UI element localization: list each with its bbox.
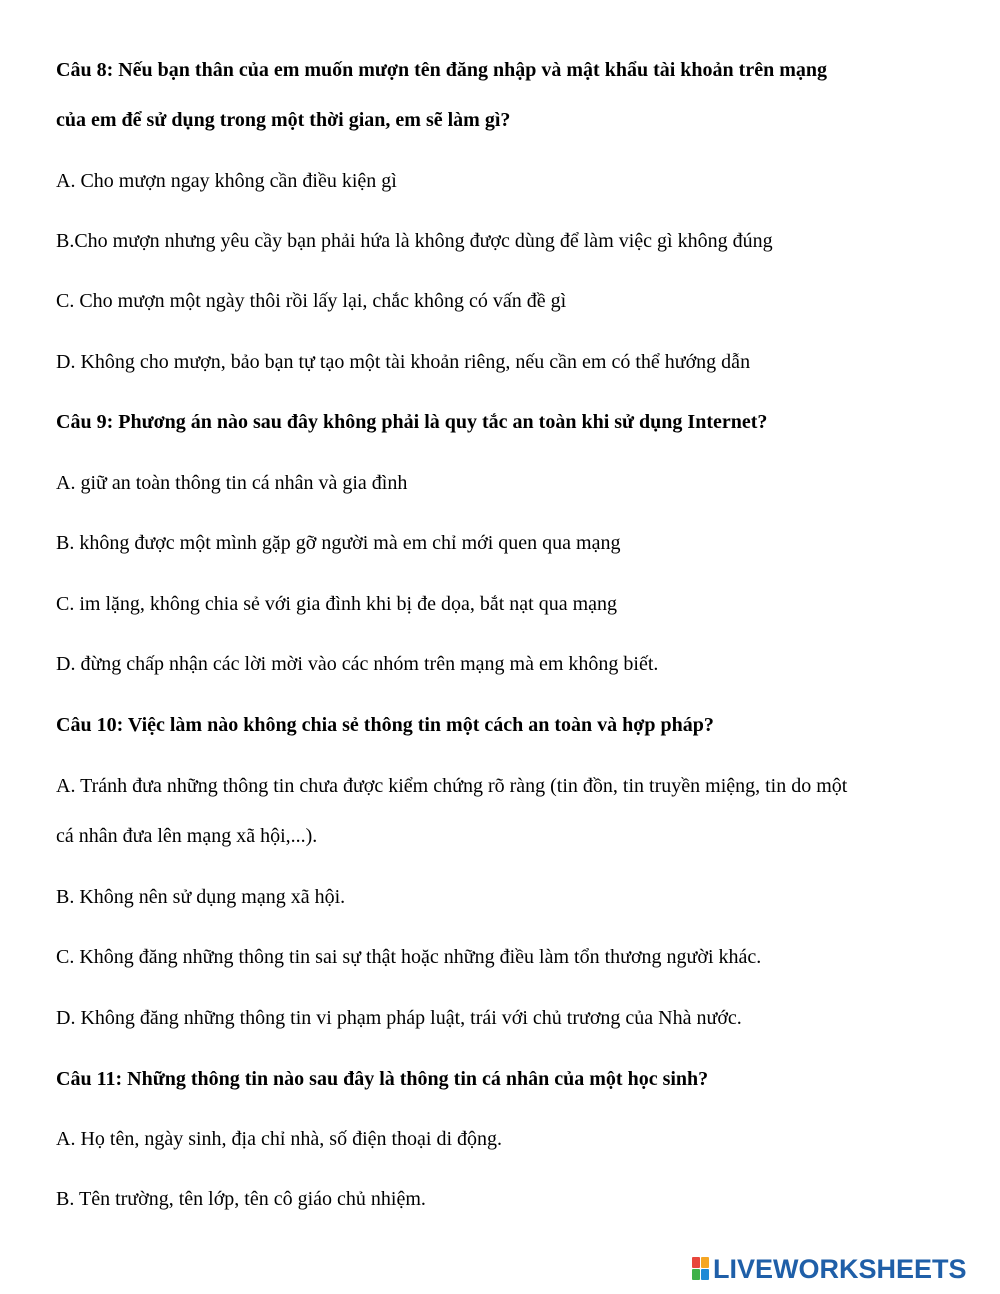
logo-square-3 <box>692 1269 700 1280</box>
question-11-option-b[interactable]: B. Tên trường, tên lớp, tên cô giáo chủ nhiệm. <box>56 1188 426 1210</box>
question-9-option-d[interactable]: D. đừng chấp nhận các lời mời vào các nhóm trên mạng mà em không biết. <box>56 653 659 675</box>
logo-square-1 <box>692 1257 700 1268</box>
question-9-option-b[interactable]: B. không được một mình gặp gỡ người mà em chỉ mới quen qua mạng <box>56 532 621 554</box>
question-8-option-b[interactable]: B.Cho mượn nhưng yêu cầy bạn phải hứa là không được dùng để làm việc gì không đúng <box>56 230 773 252</box>
question-9-option-c[interactable]: C. im lặng, không chia sẻ với gia đình khi bị đe dọa, bắt nạt qua mạng <box>56 593 618 615</box>
logo-text: LIVEWORKSHEETS <box>713 1254 967 1284</box>
question-8-title-line-2: của em để sử dụng trong một thời gian, em sẽ làm gì? <box>56 109 511 131</box>
question-10-option-a-line-1[interactable]: A. Tránh đưa những thông tin chưa được kiểm chứng rõ ràng (tin đồn, tin truyền miệng, tin do một <box>56 775 848 797</box>
question-8-option-d[interactable]: D. Không cho mượn, bảo bạn tự tạo một tài khoản riêng, nếu cần em có thể hướng dẫn <box>56 351 751 373</box>
question-10-option-c[interactable]: C. Không đăng những thông tin sai sự thật hoặc những điều làm tổn thương người khác. <box>56 946 762 968</box>
question-9-title: Câu 9: Phương án nào sau đây không phải là quy tắc an toàn khi sử dụng Internet? <box>56 411 768 433</box>
question-9-option-a[interactable]: A. giữ an toàn thông tin cá nhân và gia đình <box>56 472 408 494</box>
question-10-option-b[interactable]: B. Không nên sử dụng mạng xã hội. <box>56 886 346 908</box>
logo-square-4 <box>701 1269 709 1280</box>
question-10-option-d[interactable]: D. Không đăng những thông tin vi phạm pháp luật, trái với chủ trương của Nhà nước. <box>56 1007 742 1029</box>
logo-square-2 <box>701 1257 709 1268</box>
question-11-option-a[interactable]: A. Họ tên, ngày sinh, địa chỉ nhà, số điện thoại di động. <box>56 1128 503 1150</box>
liveworksheets-logo-icon <box>692 1257 710 1281</box>
liveworksheets-logo <box>692 1253 988 1285</box>
question-8-option-a[interactable]: A. Cho mượn ngay không cần điều kiện gì <box>56 170 397 192</box>
question-11-title: Câu 11: Những thông tin nào sau đây là thông tin cá nhân của một học sinh? <box>56 1068 709 1090</box>
question-8-title-line-1: Câu 8: Nếu bạn thân của em muốn mượn tên đăng nhập và mật khẩu tài khoản trên mạng <box>56 59 827 81</box>
question-8-option-c[interactable]: C. Cho mượn một ngày thôi rồi lấy lại, chắc không có vấn đề gì <box>56 290 567 312</box>
question-10-option-a-line-2[interactable]: cá nhân đưa lên mạng xã hội,...). <box>56 825 318 847</box>
question-10-title: Câu 10: Việc làm nào không chia sẻ thông tin một cách an toàn và hợp pháp? <box>56 714 714 736</box>
